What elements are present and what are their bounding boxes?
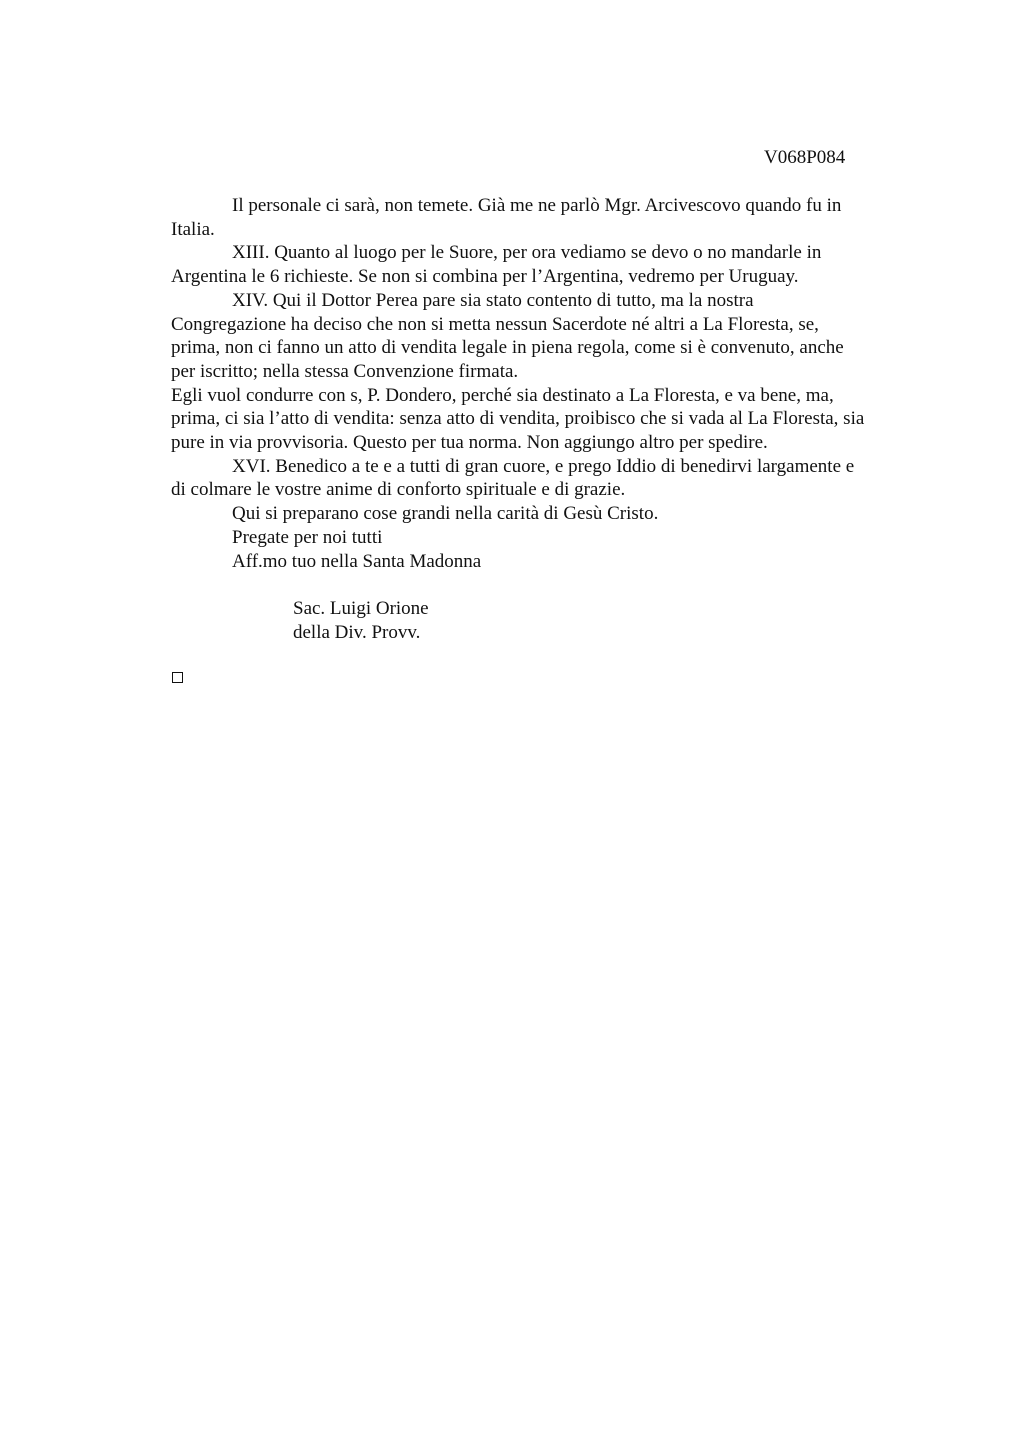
text-line: pure in via provvisoria. Questo per tua norma. Non aggiungo altro per spedire. <box>171 432 768 454</box>
text-line: Argentina le 6 richieste. Se non si combina per l’Argentina, vedremo per Uruguay. <box>171 266 799 288</box>
text-line: per iscritto; nella stessa Convenzione firmata. <box>171 360 519 382</box>
paragraph-p3 <box>171 289 931 384</box>
text-line: di colmare le vostre anime di conforto spirituale e di grazie. <box>171 479 626 501</box>
paragraph-p6 <box>171 502 931 526</box>
text-line: prima, ci sia l’atto di vendita: senza atto di vendita, proibisco che si vada al La Floresta, sia <box>171 408 865 430</box>
signature-affiliation: della Div. Provv. <box>293 621 421 643</box>
text-line: Egli vuol condurre con s, P. Dondero, perché sia destinato a La Floresta, e va bene, ma, <box>171 384 834 406</box>
text-line: XIV. Qui il Dottor Perea pare sia stato contento di tutto, ma la nostra <box>232 289 754 311</box>
paragraph-p7 <box>171 526 931 550</box>
text-line: XIII. Quanto al luogo per le Suore, per ora vediamo se devo o no mandarle in <box>232 242 822 264</box>
paragraph-p5 <box>171 455 931 502</box>
text-line: XVI. Benedico a te e a tutti di gran cuore, e prego Iddio di benedirvi largamente e <box>232 455 855 477</box>
reference-code: V068P084 <box>764 147 846 168</box>
text-line: prima, non ci fanno un atto di vendita legale in piena regola, come si è convenuto, anche <box>171 337 844 359</box>
paragraph-p4 <box>171 384 931 455</box>
text-line: Italia. <box>171 218 215 240</box>
signature-block <box>293 597 429 644</box>
text-line: Il personale ci sarà, non temete. Già me ne parlò Mgr. Arcivescovo quando fu in <box>232 195 842 216</box>
empty-checkbox-glyph <box>172 672 183 683</box>
text-line: Qui si preparano cose grandi nella carità di Gesù Cristo. <box>232 503 659 525</box>
text-line: Aff.mo tuo nella Santa Madonna <box>232 550 482 572</box>
paragraph-p2 <box>171 241 931 288</box>
text-line: Pregate per noi tutti <box>232 526 383 548</box>
letter-body <box>171 194 931 573</box>
paragraph-p8 <box>171 550 931 574</box>
text-line: Congregazione ha deciso che non si metta nessun Sacerdote né altri a La Floresta, se, <box>171 313 819 335</box>
signature-name: Sac. Luigi Orione <box>293 598 429 619</box>
paragraph-p1 <box>171 194 931 241</box>
